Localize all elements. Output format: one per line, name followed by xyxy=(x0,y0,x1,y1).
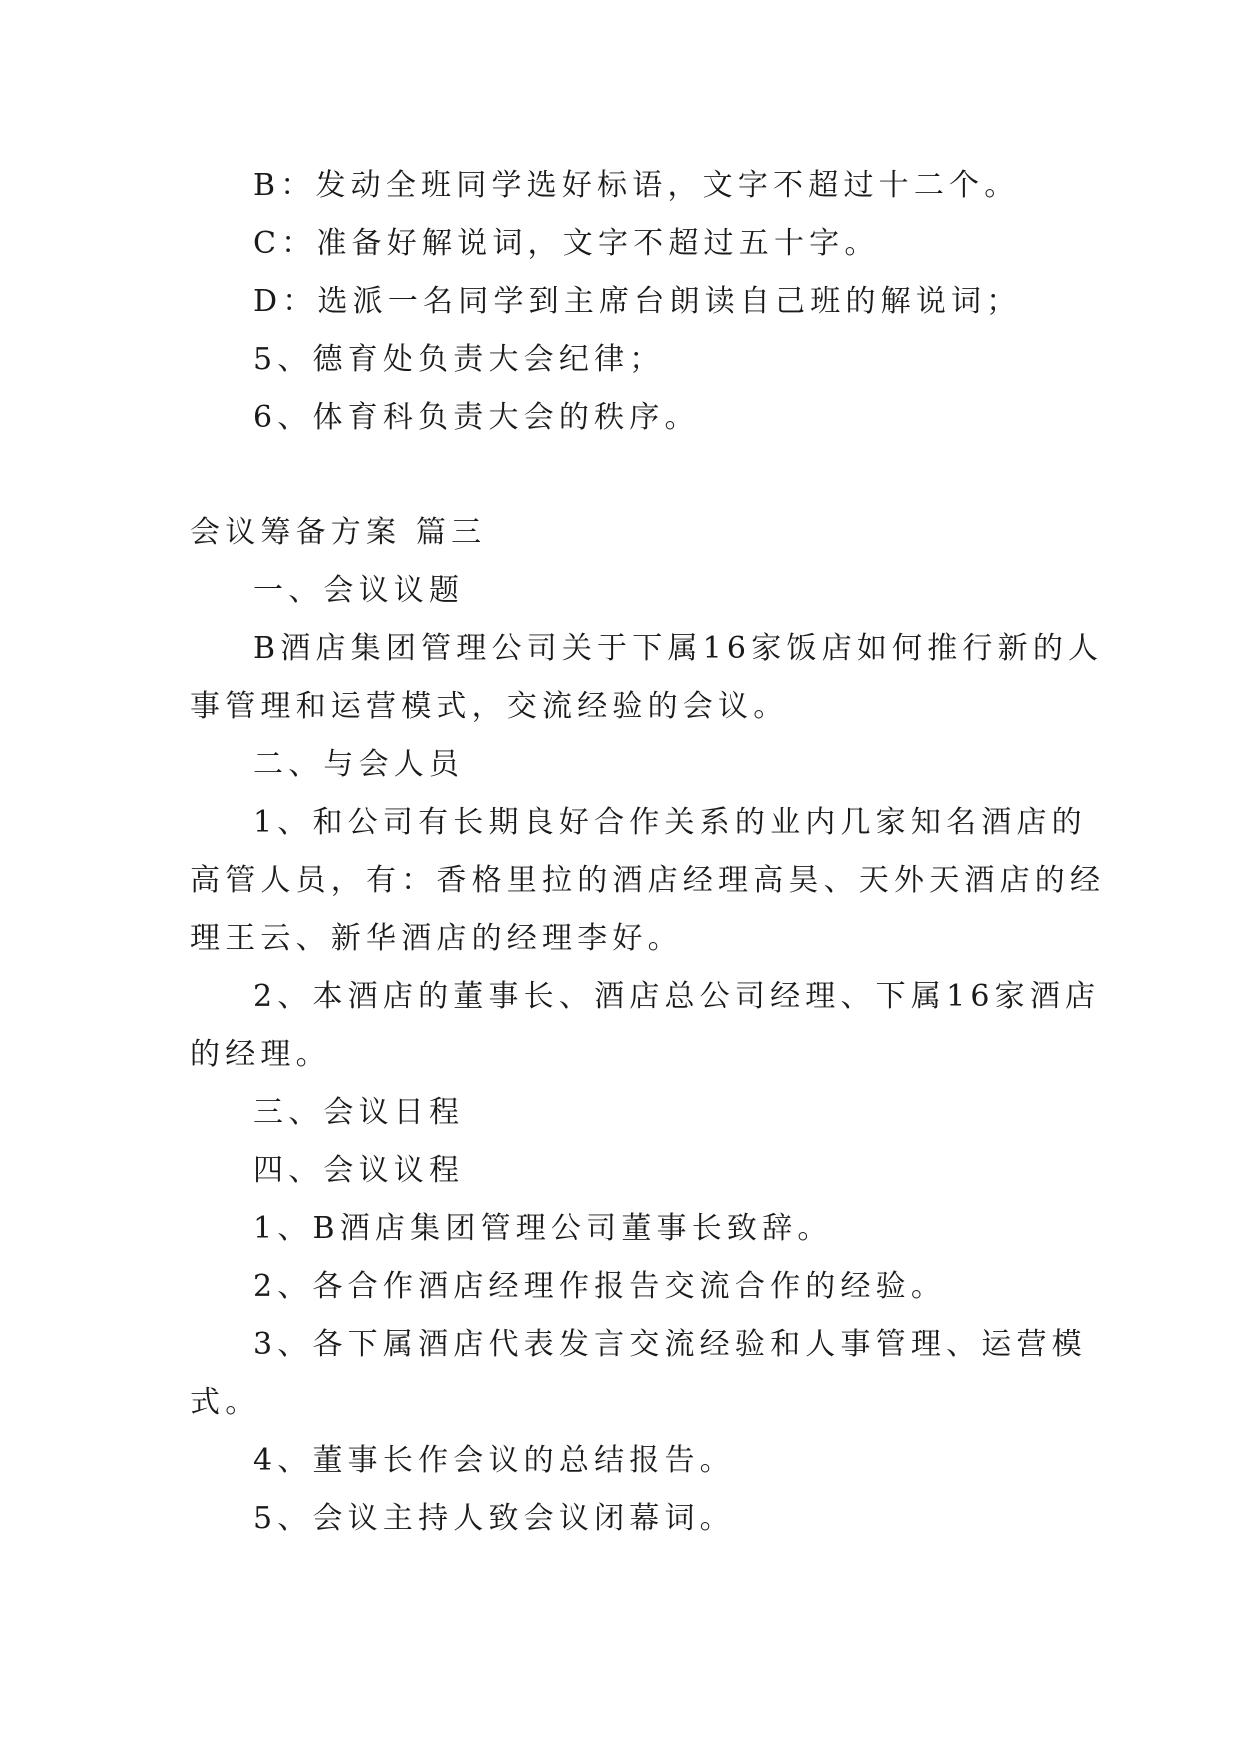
paragraph-line: 事管理和运营模式，交流经验的会议。 xyxy=(190,689,789,724)
agenda-item-5: 5、会议主持人致会议闭幕词。 xyxy=(253,1501,735,1536)
heading-agenda: 四、会议议程 xyxy=(253,1153,465,1188)
paragraph-line: 高管人员，有：香格里拉的酒店经理高昊、天外天酒店的经 xyxy=(190,863,1106,898)
list-item-b: B：发动全班同学选好标语，文字不超过十二个。 xyxy=(253,168,1020,203)
agenda-item-3-cont: 式。 xyxy=(190,1385,261,1420)
paragraph-line: 理王云、新华酒店的经理李好。 xyxy=(190,921,683,956)
list-item-6: 6、体育科负责大会的秩序。 xyxy=(253,400,700,435)
paragraph-line: B酒店集团管理公司关于下属16家饭店如何推行新的人 xyxy=(253,631,1104,666)
section-title: 会议筹备方案 篇三 xyxy=(190,515,487,550)
paragraph-line: 2、本酒店的董事长、酒店总公司经理、下属16家酒店 xyxy=(253,979,1101,1014)
list-item-d: D：选派一名同学到主席台朗读自己班的解说词； xyxy=(253,284,1022,319)
agenda-item-3: 3、各下属酒店代表发言交流经验和人事管理、运营模 xyxy=(253,1327,1087,1362)
heading-attendees: 二、与会人员 xyxy=(253,747,465,782)
paragraph-line: 的经理。 xyxy=(190,1037,331,1072)
agenda-item-1: 1、B酒店集团管理公司董事长致辞。 xyxy=(253,1211,833,1246)
heading-schedule: 三、会议日程 xyxy=(253,1095,465,1130)
list-item-5: 5、德育处负责大会纪律； xyxy=(253,342,665,377)
agenda-item-2: 2、各合作酒店经理作报告交流合作的经验。 xyxy=(253,1269,947,1304)
paragraph-line: 1、和公司有长期良好合作关系的业内几家知名酒店的 xyxy=(253,805,1087,840)
agenda-item-4: 4、董事长作会议的总结报告。 xyxy=(253,1443,735,1478)
list-item-c: C：准备好解说词，文字不超过五十字。 xyxy=(253,226,880,261)
heading-agenda-topic: 一、会议议题 xyxy=(253,573,465,608)
